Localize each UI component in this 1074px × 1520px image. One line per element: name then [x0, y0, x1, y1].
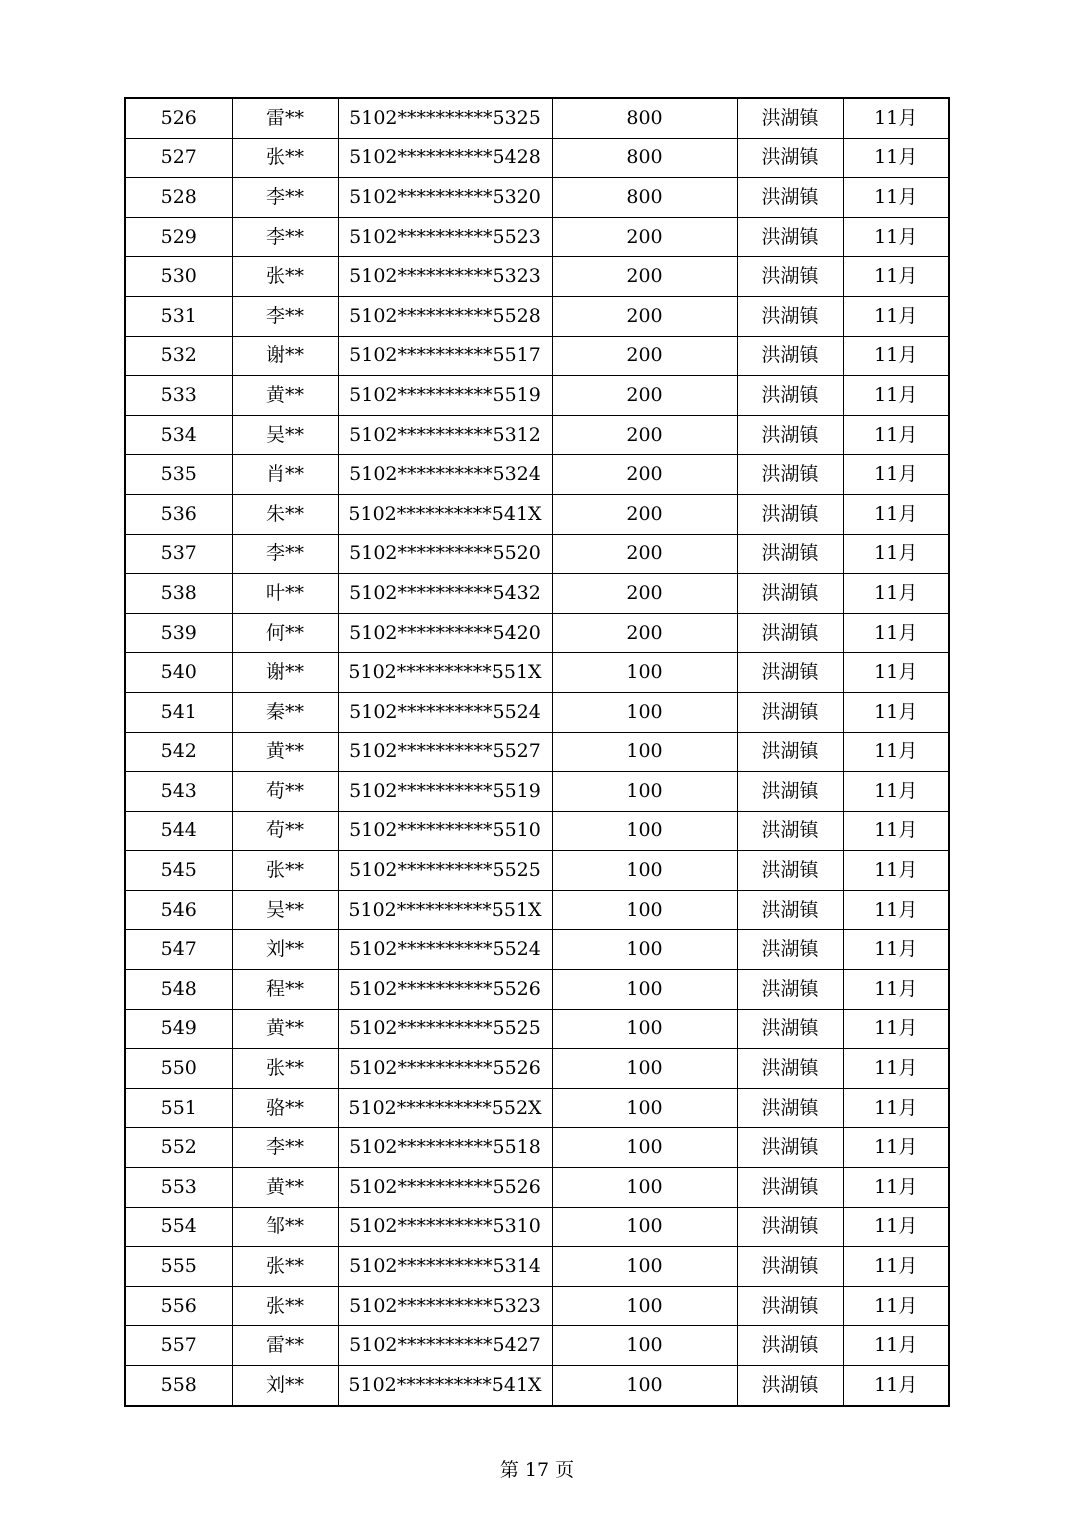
cell-town: 洪湖镇 [737, 732, 843, 772]
cell-town: 洪湖镇 [737, 1009, 843, 1049]
cell-name: 李** [232, 1128, 338, 1168]
cell-name: 雷** [232, 98, 338, 138]
cell-id: 5102**********5312 [338, 415, 552, 455]
cell-no: 528 [125, 178, 232, 218]
cell-amount: 100 [552, 732, 737, 772]
cell-name: 李** [232, 217, 338, 257]
cell-name: 张** [232, 257, 338, 297]
cell-id: 5102**********5432 [338, 574, 552, 614]
cell-amount: 100 [552, 692, 737, 732]
cell-amount: 200 [552, 217, 737, 257]
cell-no: 544 [125, 811, 232, 851]
cell-id: 5102**********5323 [338, 257, 552, 297]
table-row [125, 178, 949, 218]
cell-amount: 100 [552, 1366, 737, 1406]
table-row [125, 574, 949, 614]
cell-town: 洪湖镇 [737, 336, 843, 376]
cell-id: 5102**********5517 [338, 336, 552, 376]
cell-month: 11月 [843, 1207, 949, 1247]
cell-town: 洪湖镇 [737, 1326, 843, 1366]
cell-no: 538 [125, 574, 232, 614]
cell-no: 545 [125, 851, 232, 891]
cell-town: 洪湖镇 [737, 98, 843, 138]
cell-id: 5102**********5519 [338, 376, 552, 416]
cell-town: 洪湖镇 [737, 534, 843, 574]
cell-id: 5102**********5325 [338, 98, 552, 138]
cell-no: 556 [125, 1286, 232, 1326]
cell-town: 洪湖镇 [737, 811, 843, 851]
cell-month: 11月 [843, 336, 949, 376]
cell-name: 谢** [232, 336, 338, 376]
cell-name: 吴** [232, 415, 338, 455]
cell-id: 5102**********5524 [338, 692, 552, 732]
table-row [125, 1049, 949, 1089]
cell-name: 苟** [232, 772, 338, 812]
cell-month: 11月 [843, 1009, 949, 1049]
cell-town: 洪湖镇 [737, 178, 843, 218]
cell-no: 549 [125, 1009, 232, 1049]
cell-no: 532 [125, 336, 232, 376]
cell-id: 5102**********5519 [338, 772, 552, 812]
cell-id: 5102**********5510 [338, 811, 552, 851]
table-row [125, 1009, 949, 1049]
cell-no: 526 [125, 98, 232, 138]
table-row [125, 296, 949, 336]
cell-town: 洪湖镇 [737, 1128, 843, 1168]
cell-town: 洪湖镇 [737, 1286, 843, 1326]
cell-id: 5102**********5427 [338, 1326, 552, 1366]
cell-town: 洪湖镇 [737, 851, 843, 891]
page-number: 第 17 页 [499, 1459, 575, 1481]
cell-no: 537 [125, 534, 232, 574]
cell-no: 554 [125, 1207, 232, 1247]
table-row [125, 851, 949, 891]
cell-name: 雷** [232, 1326, 338, 1366]
cell-town: 洪湖镇 [737, 1207, 843, 1247]
cell-no: 530 [125, 257, 232, 297]
cell-no: 558 [125, 1366, 232, 1406]
cell-amount: 100 [552, 1247, 737, 1287]
cell-name: 张** [232, 1286, 338, 1326]
cell-id: 5102**********5527 [338, 732, 552, 772]
cell-town: 洪湖镇 [737, 1168, 843, 1208]
cell-id: 5102**********5320 [338, 178, 552, 218]
cell-id: 5102**********5524 [338, 930, 552, 970]
cell-month: 11月 [843, 574, 949, 614]
cell-month: 11月 [843, 1326, 949, 1366]
cell-name: 李** [232, 534, 338, 574]
cell-no: 552 [125, 1128, 232, 1168]
cell-amount: 100 [552, 1326, 737, 1366]
cell-id: 5102**********541X [338, 1366, 552, 1406]
cell-month: 11月 [843, 455, 949, 495]
cell-id: 5102**********5310 [338, 1207, 552, 1247]
cell-id: 5102**********5314 [338, 1247, 552, 1287]
cell-month: 11月 [843, 1286, 949, 1326]
cell-no: 553 [125, 1168, 232, 1208]
cell-name: 谢** [232, 653, 338, 693]
cell-town: 洪湖镇 [737, 1049, 843, 1089]
cell-id: 5102**********5526 [338, 1049, 552, 1089]
table-row [125, 217, 949, 257]
cell-amount: 200 [552, 613, 737, 653]
cell-town: 洪湖镇 [737, 415, 843, 455]
table-row [125, 930, 949, 970]
cell-name: 张** [232, 851, 338, 891]
cell-amount: 100 [552, 890, 737, 930]
cell-town: 洪湖镇 [737, 1366, 843, 1406]
cell-month: 11月 [843, 890, 949, 930]
cell-name: 程** [232, 970, 338, 1010]
cell-month: 11月 [843, 930, 949, 970]
cell-month: 11月 [843, 138, 949, 178]
cell-month: 11月 [843, 415, 949, 455]
cell-name: 黄** [232, 732, 338, 772]
table-row [125, 534, 949, 574]
cell-no: 534 [125, 415, 232, 455]
cell-amount: 100 [552, 1207, 737, 1247]
cell-name: 刘** [232, 1366, 338, 1406]
table-row [125, 970, 949, 1010]
table-row [125, 1207, 949, 1247]
table-row [125, 494, 949, 534]
cell-amount: 200 [552, 257, 737, 297]
table-row [125, 98, 949, 138]
cell-town: 洪湖镇 [737, 613, 843, 653]
table-row [125, 376, 949, 416]
cell-town: 洪湖镇 [737, 1088, 843, 1128]
cell-month: 11月 [843, 851, 949, 891]
cell-name: 骆** [232, 1088, 338, 1128]
cell-month: 11月 [843, 772, 949, 812]
cell-month: 11月 [843, 613, 949, 653]
cell-name: 肖** [232, 455, 338, 495]
cell-month: 11月 [843, 534, 949, 574]
cell-no: 543 [125, 772, 232, 812]
table-row [125, 1286, 949, 1326]
cell-month: 11月 [843, 376, 949, 416]
cell-id: 5102**********5525 [338, 1009, 552, 1049]
cell-month: 11月 [843, 1088, 949, 1128]
cell-no: 557 [125, 1326, 232, 1366]
cell-id: 5102**********5323 [338, 1286, 552, 1326]
cell-no: 547 [125, 930, 232, 970]
cell-month: 11月 [843, 98, 949, 138]
cell-month: 11月 [843, 178, 949, 218]
cell-amount: 100 [552, 1088, 737, 1128]
roster-table-body [125, 98, 949, 1406]
cell-town: 洪湖镇 [737, 296, 843, 336]
cell-name: 李** [232, 178, 338, 218]
cell-amount: 100 [552, 653, 737, 693]
cell-name: 黄** [232, 1009, 338, 1049]
cell-month: 11月 [843, 1049, 949, 1089]
cell-id: 5102**********5526 [338, 970, 552, 1010]
cell-amount: 100 [552, 851, 737, 891]
cell-amount: 800 [552, 178, 737, 218]
cell-amount: 200 [552, 296, 737, 336]
table-row [125, 1128, 949, 1168]
cell-name: 秦** [232, 692, 338, 732]
table-row [125, 257, 949, 297]
cell-town: 洪湖镇 [737, 455, 843, 495]
cell-amount: 100 [552, 1286, 737, 1326]
cell-name: 邹** [232, 1207, 338, 1247]
cell-amount: 200 [552, 574, 737, 614]
cell-town: 洪湖镇 [737, 376, 843, 416]
cell-month: 11月 [843, 811, 949, 851]
cell-no: 546 [125, 890, 232, 930]
cell-name: 刘** [232, 930, 338, 970]
cell-id: 5102**********5518 [338, 1128, 552, 1168]
cell-name: 黄** [232, 376, 338, 416]
cell-month: 11月 [843, 217, 949, 257]
cell-name: 李** [232, 296, 338, 336]
cell-amount: 100 [552, 1168, 737, 1208]
table-row [125, 772, 949, 812]
cell-no: 529 [125, 217, 232, 257]
roster-table [124, 97, 950, 1407]
cell-town: 洪湖镇 [737, 970, 843, 1010]
cell-no: 548 [125, 970, 232, 1010]
cell-no: 542 [125, 732, 232, 772]
cell-name: 黄** [232, 1168, 338, 1208]
cell-no: 535 [125, 455, 232, 495]
table-row [125, 692, 949, 732]
cell-town: 洪湖镇 [737, 692, 843, 732]
cell-amount: 200 [552, 376, 737, 416]
cell-name: 张** [232, 1049, 338, 1089]
cell-town: 洪湖镇 [737, 1247, 843, 1287]
table-row [125, 890, 949, 930]
cell-id: 5102**********5523 [338, 217, 552, 257]
cell-no: 555 [125, 1247, 232, 1287]
cell-month: 11月 [843, 692, 949, 732]
cell-no: 541 [125, 692, 232, 732]
table-row [125, 613, 949, 653]
cell-id: 5102**********551X [338, 890, 552, 930]
cell-town: 洪湖镇 [737, 653, 843, 693]
cell-month: 11月 [843, 296, 949, 336]
cell-month: 11月 [843, 653, 949, 693]
cell-town: 洪湖镇 [737, 930, 843, 970]
table-row [125, 1088, 949, 1128]
cell-month: 11月 [843, 1168, 949, 1208]
cell-town: 洪湖镇 [737, 574, 843, 614]
cell-name: 朱** [232, 494, 338, 534]
table-row [125, 455, 949, 495]
cell-amount: 200 [552, 494, 737, 534]
cell-id: 5102**********552X [338, 1088, 552, 1128]
cell-month: 11月 [843, 1247, 949, 1287]
cell-town: 洪湖镇 [737, 217, 843, 257]
cell-amount: 200 [552, 415, 737, 455]
cell-id: 5102**********5526 [338, 1168, 552, 1208]
cell-amount: 100 [552, 1009, 737, 1049]
table-row [125, 1326, 949, 1366]
cell-no: 539 [125, 613, 232, 653]
table-row [125, 336, 949, 376]
cell-id: 5102**********5520 [338, 534, 552, 574]
cell-town: 洪湖镇 [737, 138, 843, 178]
cell-id: 5102**********5525 [338, 851, 552, 891]
cell-town: 洪湖镇 [737, 890, 843, 930]
cell-no: 551 [125, 1088, 232, 1128]
cell-amount: 200 [552, 336, 737, 376]
cell-amount: 800 [552, 98, 737, 138]
cell-id: 5102**********5528 [338, 296, 552, 336]
cell-name: 吴** [232, 890, 338, 930]
cell-id: 5102**********5420 [338, 613, 552, 653]
cell-month: 11月 [843, 732, 949, 772]
cell-id: 5102**********5324 [338, 455, 552, 495]
cell-amount: 100 [552, 772, 737, 812]
table-row [125, 1366, 949, 1406]
cell-month: 11月 [843, 1128, 949, 1168]
cell-no: 540 [125, 653, 232, 693]
table-row [125, 653, 949, 693]
cell-name: 叶** [232, 574, 338, 614]
cell-no: 527 [125, 138, 232, 178]
cell-amount: 100 [552, 970, 737, 1010]
table-row [125, 732, 949, 772]
cell-month: 11月 [843, 1366, 949, 1406]
table-row [125, 1168, 949, 1208]
cell-town: 洪湖镇 [737, 257, 843, 297]
cell-month: 11月 [843, 970, 949, 1010]
cell-no: 536 [125, 494, 232, 534]
cell-amount: 100 [552, 1049, 737, 1089]
cell-amount: 200 [552, 455, 737, 495]
cell-amount: 100 [552, 930, 737, 970]
cell-name: 张** [232, 1247, 338, 1287]
cell-id: 5102**********5428 [338, 138, 552, 178]
cell-month: 11月 [843, 494, 949, 534]
cell-id: 5102**********541X [338, 494, 552, 534]
cell-town: 洪湖镇 [737, 772, 843, 812]
cell-no: 533 [125, 376, 232, 416]
cell-town: 洪湖镇 [737, 494, 843, 534]
table-row [125, 138, 949, 178]
cell-month: 11月 [843, 257, 949, 297]
cell-amount: 100 [552, 1128, 737, 1168]
cell-amount: 100 [552, 811, 737, 851]
cell-no: 531 [125, 296, 232, 336]
table-row [125, 415, 949, 455]
cell-amount: 800 [552, 138, 737, 178]
cell-id: 5102**********551X [338, 653, 552, 693]
table-row [125, 811, 949, 851]
cell-amount: 200 [552, 534, 737, 574]
cell-name: 苟** [232, 811, 338, 851]
cell-name: 张** [232, 138, 338, 178]
table-row [125, 1247, 949, 1287]
cell-name: 何** [232, 613, 338, 653]
cell-no: 550 [125, 1049, 232, 1089]
